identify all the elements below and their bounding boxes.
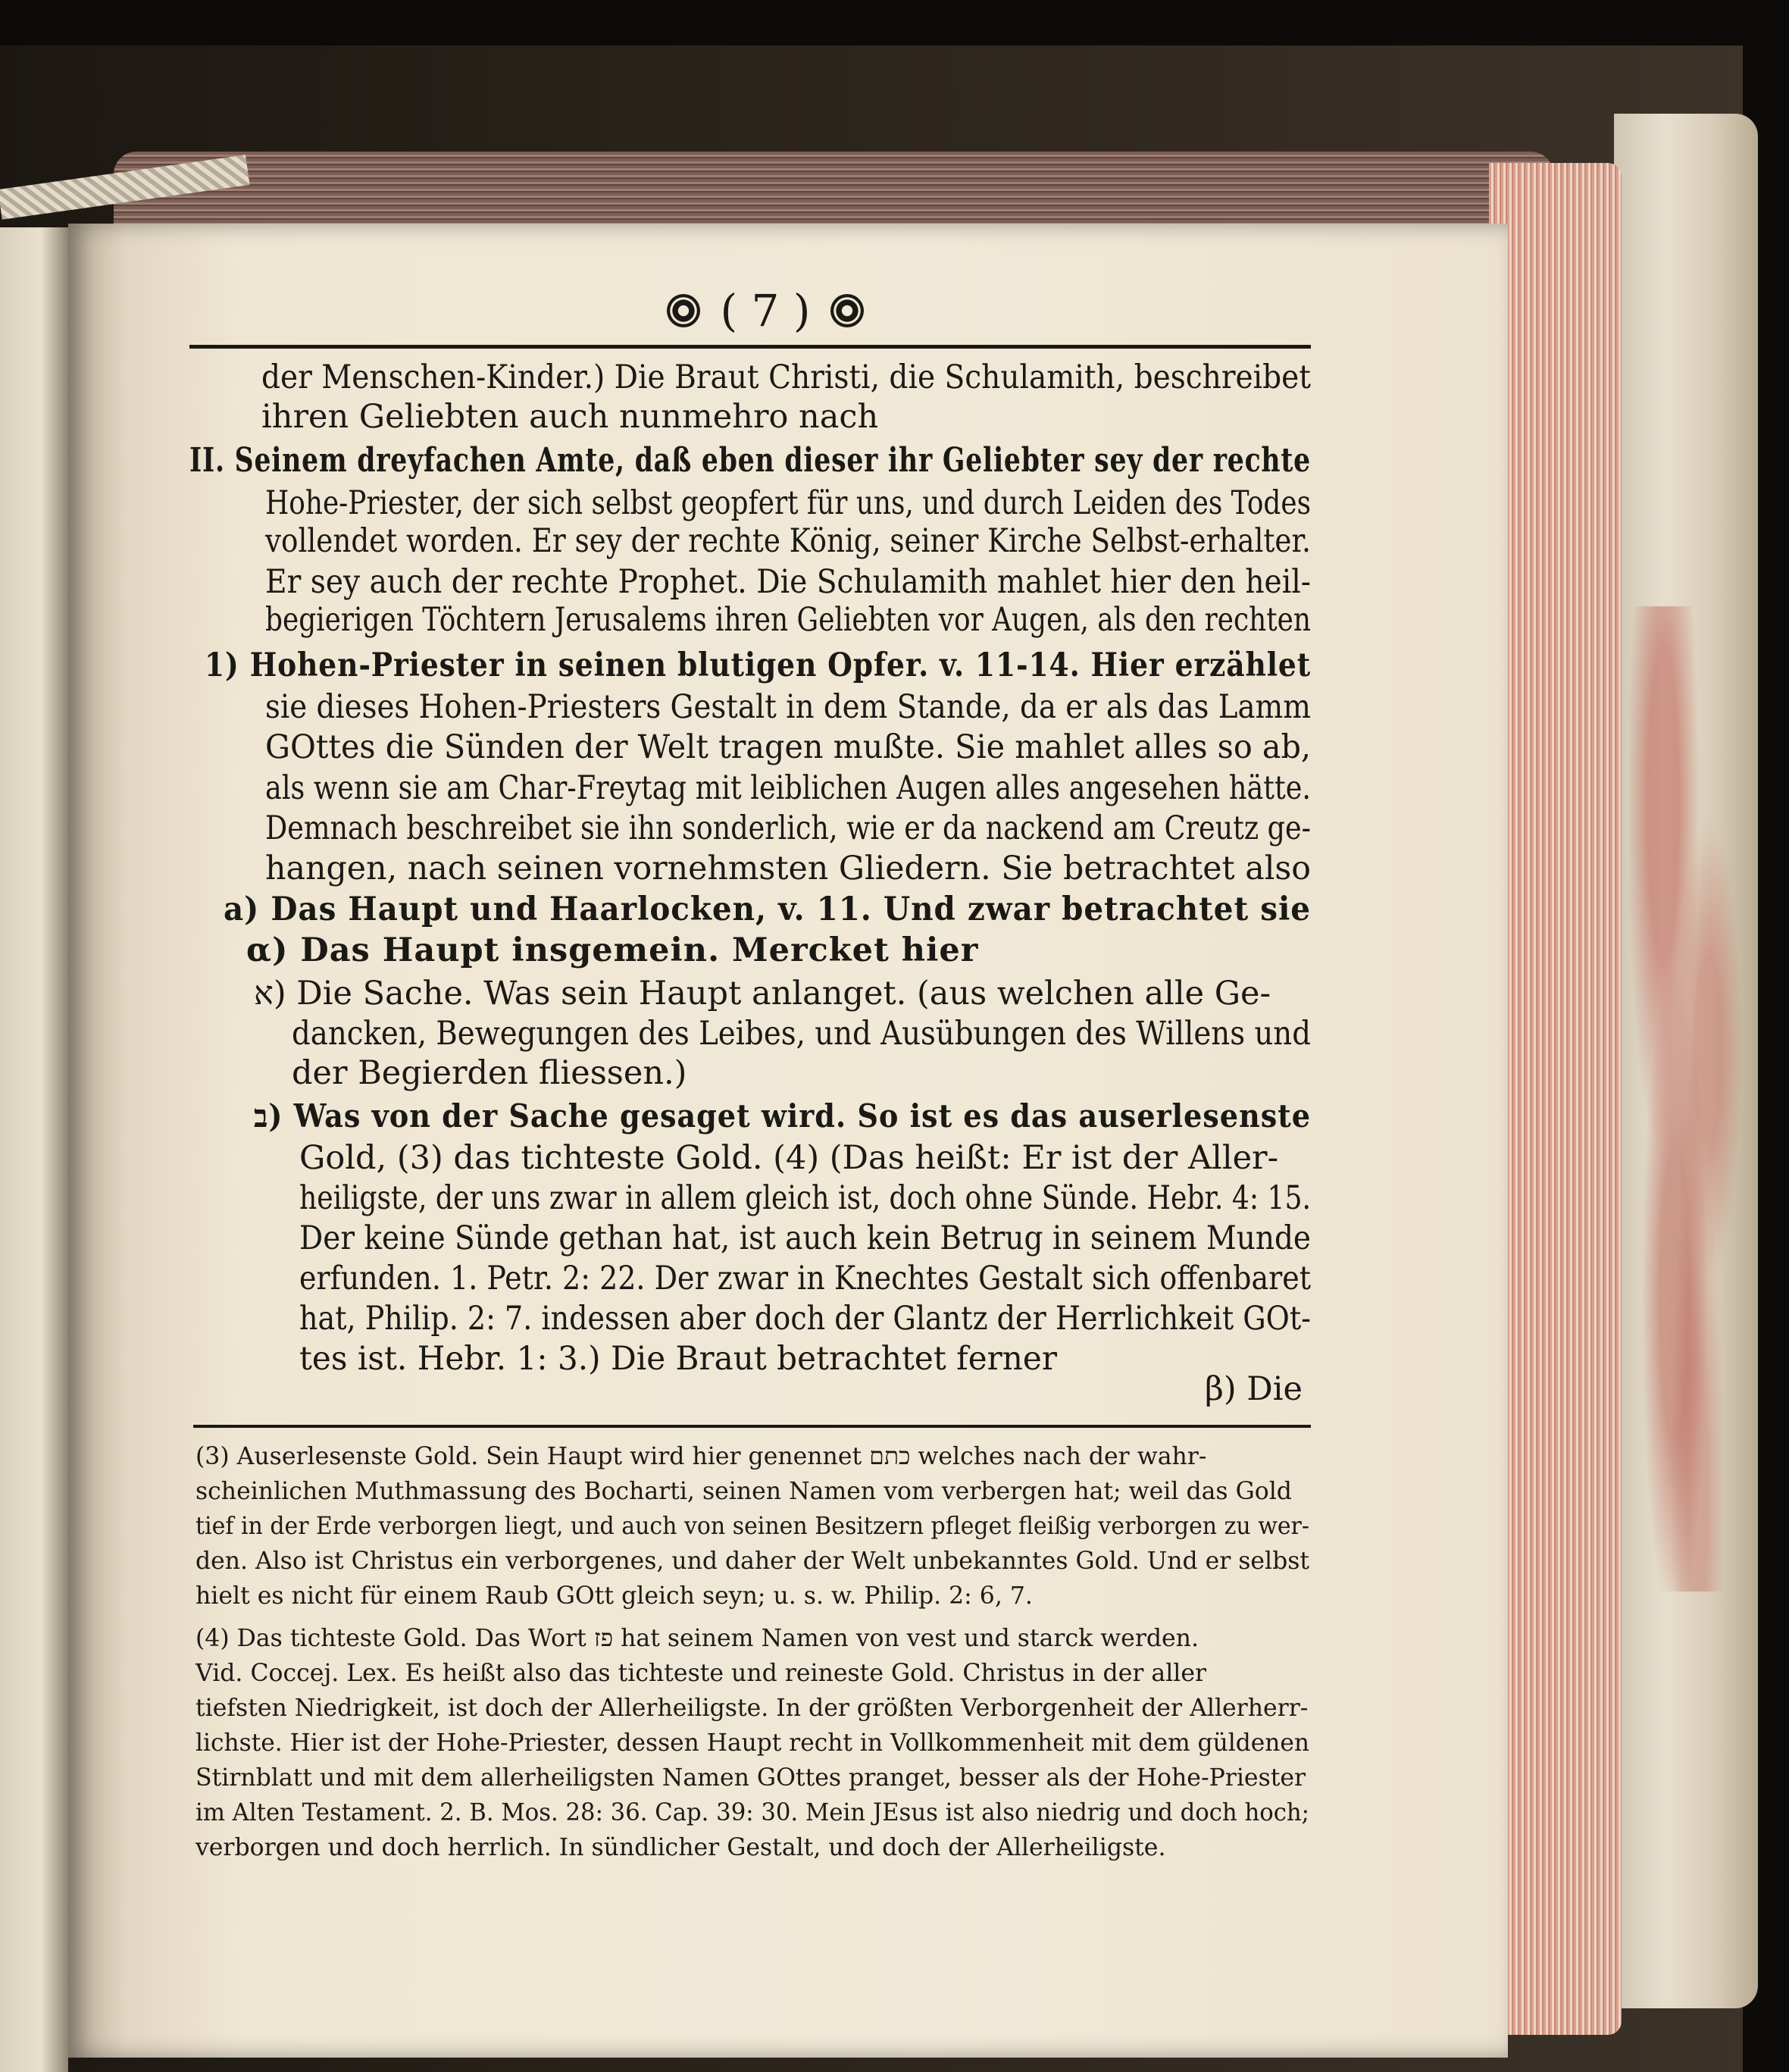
body-line: Demnach beschreibet sie ihn sonderlich, wie er da nackend am Creutz ge- (265, 809, 1311, 847)
footnote-line: Stirnblatt und mit dem allerheiligsten Namen GOttes pranget, besser als der Hohe-Priester (195, 1764, 1306, 1792)
footnote-line: den. Also ist Christus ein verborgenes, und daher der Welt unbekanntes Gold. Und er selbst (195, 1548, 1309, 1575)
body-line: Er sey auch der rechte Prophet. Die Schulamith mahlet hier den heil- (265, 563, 1311, 601)
footnote-line: scheinlichen Muthmassung des Bocharti, seinen Namen vom verbergen hat; weil das Gold (195, 1478, 1292, 1505)
right-ornament-icon (830, 294, 864, 327)
page-header (606, 284, 924, 337)
body-line: 1) Hohen-Priester in seinen blutigen Opfer. v. 11-14. Hier erzählet (205, 646, 1311, 684)
body-line: Der keine Sünde gethan hat, ist auch kein Betrug in seinem Munde (299, 1219, 1311, 1257)
body-line: GOttes die Sünden der Welt tragen mußte. Sie mahlet alles so ab, (265, 728, 1311, 766)
catchword: β) Die (1205, 1370, 1303, 1408)
body-line: sie dieses Hohen-Priesters Gestalt in dem Stande, da er als das Lamm (265, 688, 1311, 726)
footnote-line: (3) Auserlesenste Gold. Sein Haupt wird hier genennet כתם welches nach der wahr- (195, 1443, 1207, 1470)
footnote-line: im Alten Testament. 2. B. Mos. 28: 36. Cap. 39: 30. Mein JEsus ist also niedrig und doch hoch; (195, 1799, 1309, 1826)
page-block-top-edge (114, 152, 1553, 235)
body-line: Hohe-Priester, der sich selbst geopfert für uns, und durch Leiden des Todes (265, 484, 1311, 522)
footnote-line: Vid. Coccej. Lex. Es heißt also das tichteste und reineste Gold. Christus in der aller (195, 1660, 1207, 1687)
body-line: Gold, (3) das tichteste Gold. (4) (Das heißt: Er ist der Aller- (299, 1139, 1279, 1177)
footnote-line: (4) Das tichteste Gold. Das Wort פז hat seinem Namen von vest und starck werden. (195, 1625, 1199, 1652)
body-line: der Begierden fliessen.) (292, 1054, 687, 1092)
marbled-paper (1629, 606, 1743, 1592)
footnote-line: lichste. Hier ist der Hohe-Priester, dessen Haupt recht in Vollkommenheit mit dem güldenen (195, 1729, 1309, 1757)
body-line: a) Das Haupt und Haarlocken, v. 11. Und zwar betrachtet sie (224, 890, 1311, 928)
body-line: der Menschen-Kinder.) Die Braut Christi, die Schulamith, beschreibet (261, 358, 1311, 396)
footnote-line: hielt es nicht für einem Raub GOtt gleich seyn; u. s. w. Philip. 2: 6, 7. (195, 1582, 1033, 1610)
body-line: ihren Geliebten auch nunmehro nach (261, 398, 879, 436)
page-number: ( 7 ) (720, 285, 811, 336)
body-line: hat, Philip. 2: 7. indessen aber doch der Glantz der Herrlichkeit GOt- (299, 1300, 1311, 1338)
footnote-line: verborgen und doch herrlich. In sündlicher Gestalt, und doch der Allerheiligste. (195, 1834, 1166, 1861)
footnote-line: tief in der Erde verborgen liegt, und auch von seinen Besitzern pfleget fleißig verborgen zu wer- (195, 1513, 1309, 1540)
body-line: α) Das Haupt insgemein. Mercket hier (246, 931, 979, 969)
body-line: א) Die Sache. Was sein Haupt anlanget. (aus welchen alle Ge- (254, 975, 1271, 1013)
footnote-rule (193, 1425, 1311, 1428)
body-line: II. Seinem dreyfachen Amte, daß eben dieser ihr Geliebter sey der rechte (189, 441, 1311, 480)
body-line: als wenn sie am Char-Freytag mit leiblichen Augen alles angesehen hätte. (265, 769, 1311, 807)
body-line: heiligste, der uns zwar in allem gleich ist, doch ohne Sünde. Hebr. 4: 15. (299, 1179, 1311, 1217)
body-line: erfunden. 1. Petr. 2: 22. Der zwar in Knechtes Gestalt sich offenbaret (299, 1260, 1311, 1297)
body-line: hangen, nach seinen vornehmsten Gliedern. Sie betrachtet also (265, 850, 1311, 887)
body-line: tes ist. Hebr. 1: 3.) Die Braut betrachtet ferner (299, 1340, 1057, 1378)
body-line: vollendet worden. Er sey der rechte König, seiner Kirche Selbst-erhalter. (265, 522, 1311, 560)
left-page-edge (0, 227, 68, 2072)
body-line: dancken, Bewegungen des Leibes, und Ausübungen des Willens und (292, 1015, 1311, 1053)
body-line: ב) Was von der Sache gesaget wird. So ist es das auserlesenste (254, 1097, 1312, 1135)
body-line: begierigen Töchtern Jerusalems ihren Geliebten vor Augen, als den rechten (265, 601, 1311, 639)
header-rule (189, 345, 1311, 349)
left-ornament-icon (667, 294, 700, 327)
footnote-line: tiefsten Niedrigkeit, ist doch der Allerheiligste. In der größten Verborgenheit der Allerherr- (195, 1695, 1309, 1722)
page-block-red-edge (1489, 163, 1622, 2035)
